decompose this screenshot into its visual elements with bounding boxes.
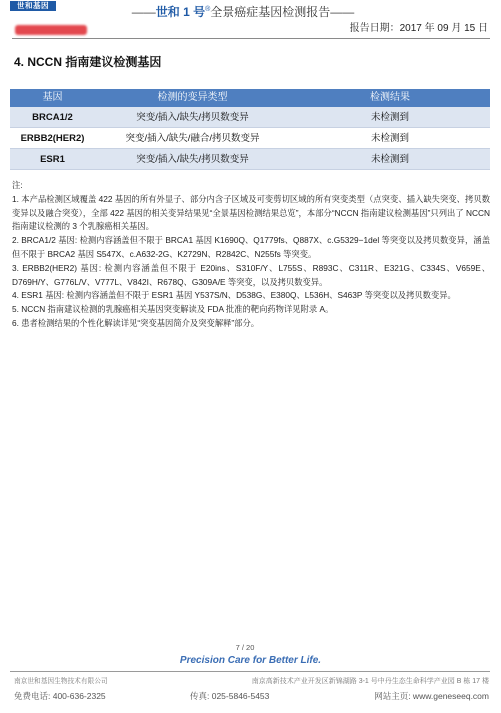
table-cell-result: 未检测到 bbox=[290, 149, 490, 170]
registered-mark: ® bbox=[205, 6, 211, 13]
section-title: 4. NCCN 指南建议检测基因 bbox=[14, 55, 162, 69]
footer-address: 南京高新技术产业开发区新锦湖路 3-1 号中丹生态生命科学产业园 B 栋 17 楼 bbox=[251, 678, 489, 685]
note-item-5: 5. NCCN 指南建议检测的乳腺癌相关基因突变解读及 FDA 批准的靶向药物详见附录 A。 bbox=[12, 304, 334, 315]
table-cell-gene: BRCA1/2 bbox=[10, 107, 95, 128]
company-logo: 世和基因 bbox=[10, 1, 56, 11]
footer-phone: 免费电话: 400-636-2325 bbox=[14, 691, 106, 701]
column-header-result: 检测结果 bbox=[290, 89, 490, 107]
table-cell-gene: ERBB2(HER2) bbox=[10, 128, 95, 149]
notes-section bbox=[12, 179, 490, 331]
redacted-patient-name bbox=[15, 25, 87, 35]
table-cell-variant-types: 突变/插入/缺失/拷贝数变异 bbox=[95, 107, 290, 128]
table-row bbox=[10, 107, 490, 128]
note-item-2: 2. BRCA1/2 基因: 检测内容涵盖但不限于 BRCA1 基因 K1690Q、Q1779fs、Q887X、c.G5329−1del 等突变以及拷贝数变异，涵盖但不限于 BRCA2 基因 S547X、c.A632-2G、K2729N、R2842C、N255fs 等突变。 bbox=[12, 235, 490, 259]
footer-company-name: 南京世和基因生物技术有限公司 bbox=[14, 678, 108, 685]
title-product: 全景癌症基因检测报告 bbox=[210, 5, 331, 19]
table-cell-result: 未检测到 bbox=[290, 107, 490, 128]
footer-website: 网站主页: www.geneseeq.com bbox=[374, 691, 489, 701]
header-divider bbox=[12, 38, 490, 39]
table-cell-result: 未检测到 bbox=[290, 128, 490, 149]
footer-divider bbox=[10, 671, 490, 672]
note-item-6: 6. 患者检测结果的个性化解读详见“突变基因简介及突变解释”部分。 bbox=[12, 317, 260, 328]
footer-fax: 传真: 025-5846-5453 bbox=[190, 691, 270, 701]
table-row bbox=[10, 128, 490, 149]
table-row bbox=[10, 149, 490, 170]
table-header-row bbox=[10, 89, 490, 107]
report-date: 报告日期：2017 年 09 月 15 日 bbox=[349, 23, 488, 34]
table-cell-variant-types: 突变/插入/缺失/融合/拷贝数变异 bbox=[95, 128, 290, 149]
note-item-3: 3. ERBB2(HER2) 基因: 检测内容涵盖但不限于 E20ins、S310F/Y、L755S、R893C、C311R、E321G、C334S、V659E、D769H/Y、G776L/V、V777L、V842I、R678Q、G309A/E 等突变，以及拷贝数变异。 bbox=[12, 262, 490, 287]
page-number: 7 / 20 bbox=[235, 643, 255, 652]
notes-label: 注: bbox=[12, 180, 23, 190]
title-dash-right: —— bbox=[330, 5, 355, 19]
report-title bbox=[0, 2, 486, 20]
note-item-4: 4. ESR1 基因: 检测内容涵盖但不限于 ESR1 基因 Y537S/N、D538G、E380Q、L536H、S463P 等突变以及拷贝数变异。 bbox=[12, 290, 456, 301]
table-cell-variant-types: 突变/插入/缺失/拷贝数变异 bbox=[95, 149, 290, 170]
brand-tagline: Precision Care for Better Life. bbox=[179, 655, 322, 666]
column-header-variant-types: 检测的变异类型 bbox=[95, 89, 290, 107]
title-brand: 世和 1 号 bbox=[155, 5, 206, 19]
table-cell-gene: ESR1 bbox=[10, 149, 95, 170]
column-header-gene: 基因 bbox=[10, 89, 95, 107]
title-dash-left: —— bbox=[131, 5, 156, 19]
nccn-genes-table bbox=[10, 89, 490, 170]
note-item-1: 1. 本产品检测区域覆盖 422 基因的所有外显子、部分内含子区域及可变剪切区域的所有突变类型（点突变、插入缺失突变、拷贝数变异以及融合突变），全部 422 基因的相关变异结果见“全景基因检测结果总览”，本部分“NCCN 指南建议检测基因”只列出了 NCCN 指南建议检测的 3 个乳腺癌相关基因。 bbox=[12, 193, 490, 232]
